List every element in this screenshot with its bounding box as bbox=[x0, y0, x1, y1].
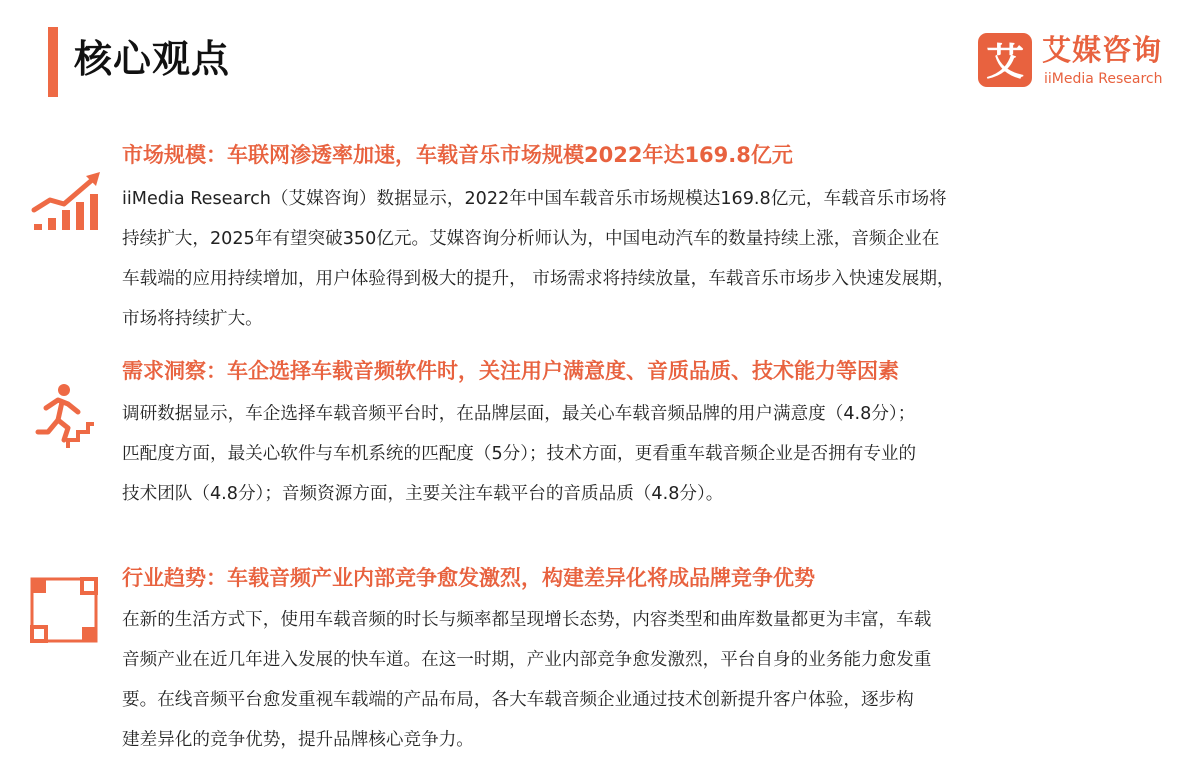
page-title: 核心观点 bbox=[74, 37, 231, 81]
brand-logo bbox=[978, 33, 1178, 93]
section-heading: 需求洞察：车企选择车载音频软件时，关注用户满意度、音质品质、技术能力等因素 bbox=[122, 359, 899, 383]
climbing-stairs-icon bbox=[32, 382, 96, 450]
section-body bbox=[122, 600, 931, 760]
body-line: 市场将持续扩大。 bbox=[122, 309, 263, 329]
body-line: 音频产业在近几年进入发展的快车道。在这一时期，产业内部竞争愈发激烈，平台自身的业务能力愈发重 bbox=[122, 650, 932, 670]
section-body bbox=[122, 179, 955, 339]
body-line: 建差异化的竞争优势，提升品牌核心竞争力。 bbox=[122, 730, 474, 750]
body-line: iiMedia Research（艾媒咨询）数据显示，2022年中国车载音乐市场规模达169.8亿元，车载音乐市场将 bbox=[122, 189, 947, 209]
title-accent-bar bbox=[48, 27, 58, 97]
section-heading: 行业趋势：车载音频产业内部竞争愈发激烈，构建差异化将成品牌竞争优势 bbox=[122, 566, 815, 590]
body-line: 要。在线音频平台愈发重视车载端的产品布局，各大车载音频企业通过技术创新提升客户体验，逐步构 bbox=[122, 690, 914, 710]
network-nodes-icon bbox=[30, 577, 98, 643]
body-line: 技术团队（4.8分）；音频资源方面，主要关注车载平台的音质品质（4.8分）。 bbox=[122, 484, 724, 504]
body-line: 持续扩大，2025年有望突破350亿元。艾媒咨询分析师认为，中国电动汽车的数量持续上涨，音频企业在 bbox=[122, 229, 940, 249]
section-heading: 市场规模：车联网渗透率加速，车载音乐市场规模2022年达169.8亿元 bbox=[122, 143, 793, 167]
body-line: 调研数据显示，车企选择车载音频平台时，在品牌层面，最关心车载音频品牌的用户满意度（4.8分）； bbox=[122, 404, 916, 424]
section-body bbox=[122, 394, 916, 514]
body-line: 匹配度方面，最关心软件与车机系统的匹配度（5分）；技术方面，更看重车载音频企业是否拥有专业的 bbox=[122, 444, 917, 464]
brand-name-en: iiMedia Research bbox=[1044, 71, 1163, 87]
brand-name-cn: 艾媒咨询 bbox=[1042, 33, 1163, 67]
growth-chart-icon bbox=[30, 170, 104, 234]
body-line: 车载端的应用持续增加，用户体验得到极大的提升， 市场需求将持续放量，车载音乐市场步入快速发展期， bbox=[122, 269, 955, 289]
brand-logo-mark bbox=[978, 33, 1032, 87]
logo-mark-char: 艾 bbox=[985, 40, 1025, 84]
body-line: 在新的生活方式下，使用车载音频的时长与频率都呈现增长态势，内容类型和曲库数量都更为丰富，车载 bbox=[122, 610, 932, 630]
